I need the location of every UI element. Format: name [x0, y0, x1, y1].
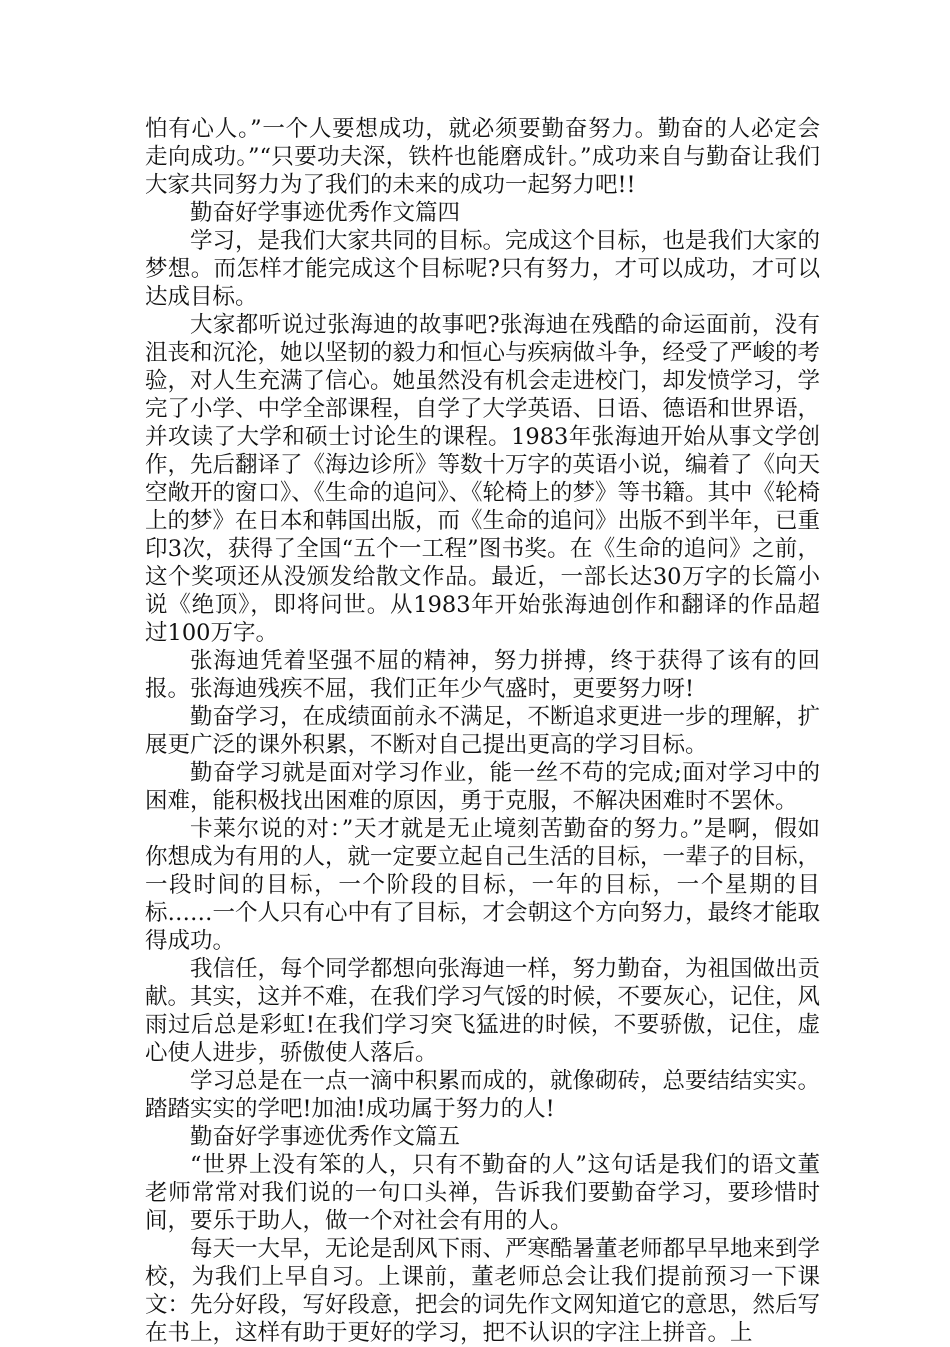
- paragraph: 学习，是我们大家共同的目标。完成这个目标，也是我们大家的梦想。而怎样才能完成这个目标呢?只有努力，才可以成功，才可以达成目标。: [145, 228, 821, 310]
- paragraph: 勤奋学习，在成绩面前永不满足，不断追求更进一步的理解，扩展更广泛的课外积累，不断对自己提出更高的学习目标。: [145, 704, 821, 758]
- section-heading-5: 勤奋好学事迹优秀作文篇五: [190, 1124, 461, 1150]
- paragraph: 张海迪凭着坚强不屈的精神，努力拼搏，终于获得了该有的回报。张海迪残疾不屈，我们正年少气盛时，更要努力呀!: [145, 648, 820, 702]
- paragraph: “世界上没有笨的人，只有不勤奋的人”这句话是我们的语文董老师常常对我们说的一句口头禅，告诉我们要勤奋学习，要珍惜时间，要乐于助人，做一个对社会有用的人。: [145, 1152, 820, 1234]
- section-heading-4: 勤奋好学事迹优秀作文篇四: [190, 200, 461, 226]
- paragraph: 学习总是在一点一滴中积累而成的，就像砌砖，总要结结实实。踏踏实实的学吧!加油!成功属于努力的人!: [145, 1068, 821, 1122]
- paragraph: 勤奋学习就是面对学习作业，能一丝不苟的完成;面对学习中的困难，能积极找出困难的原因，勇于克服，不解决困难时不罢休。: [145, 760, 820, 814]
- paragraph: 大家都听说过张海迪的故事吧?张海迪在残酷的命运面前，没有沮丧和沉沦，她以坚韧的毅力和恒心与疾病做斗争，经受了严峻的考验，对人生充满了信心。她虽然没有机会走进校门，却发愤学习，学完了小学、中学全部课程，自学了大学英语、日语、德语和世界语，并攻读了大学和硕士讨论生的课程。1983年张海迪开始从事文学创作，先后翻译了《海边诊所》等数十万字的英语小说，编着了《向天空敞开的窗口》、《生命的追问》、《轮椅上的梦》等书籍。其中《轮椅上的梦》在日本和韩国出版，而《生命的追问》出版不到半年，已重印3次，获得了全国“五个一工程”图书奖。在《生命的追问》之前，这个奖项还从没颁发给散文作品。最近，一部长达30万字的长篇小说《绝顶》，即将问世。从1983年开始张海迪创作和翻译的作品超过100万字。: [145, 312, 821, 646]
- paragraph-continuation: 怕有心人。”一个人要想成功，就必须要勤奋努力。勤奋的人必定会走向成功。”“只要功夫深，铁杵也能磨成针。”成功来自与勤奋让我们大家共同努力为了我们的未来的成功一起努力吧!!: [145, 116, 820, 198]
- paragraph: 每天一大早，无论是刮风下雨、严寒酷暑董老师都早早地来到学校，为我们上早自习。上课前，董老师总会让我们提前预习一下课文：先分好段，写好段意，把会的词先作文网知道它的意思，然后写在书上，这样有助于更好的学习，把不认识的字注上拼音。上: [145, 1236, 821, 1346]
- document-page: [145, 115, 820, 1347]
- paragraph: 我信任，每个同学都想向张海迪一样，努力勤奋，为祖国做出贡献。其实，这并不难，在我们学习气馁的时候，不要灰心，记住，风雨过后总是彩虹!在我们学习突飞猛进的时候，不要骄傲，记住，虚心使人进步，骄傲使人落后。: [145, 956, 821, 1066]
- paragraph: 卡莱尔说的对：”天才就是无止境刻苦勤奋的努力。”是啊，假如你想成为有用的人，就一定要立起自己生活的目标，一辈子的目标，一段时间的目标，一个阶段的目标，一年的目标，一个星期的目标……一个人只有心中有了目标，才会朝这个方向努力，最终才能取得成功。: [145, 816, 821, 954]
